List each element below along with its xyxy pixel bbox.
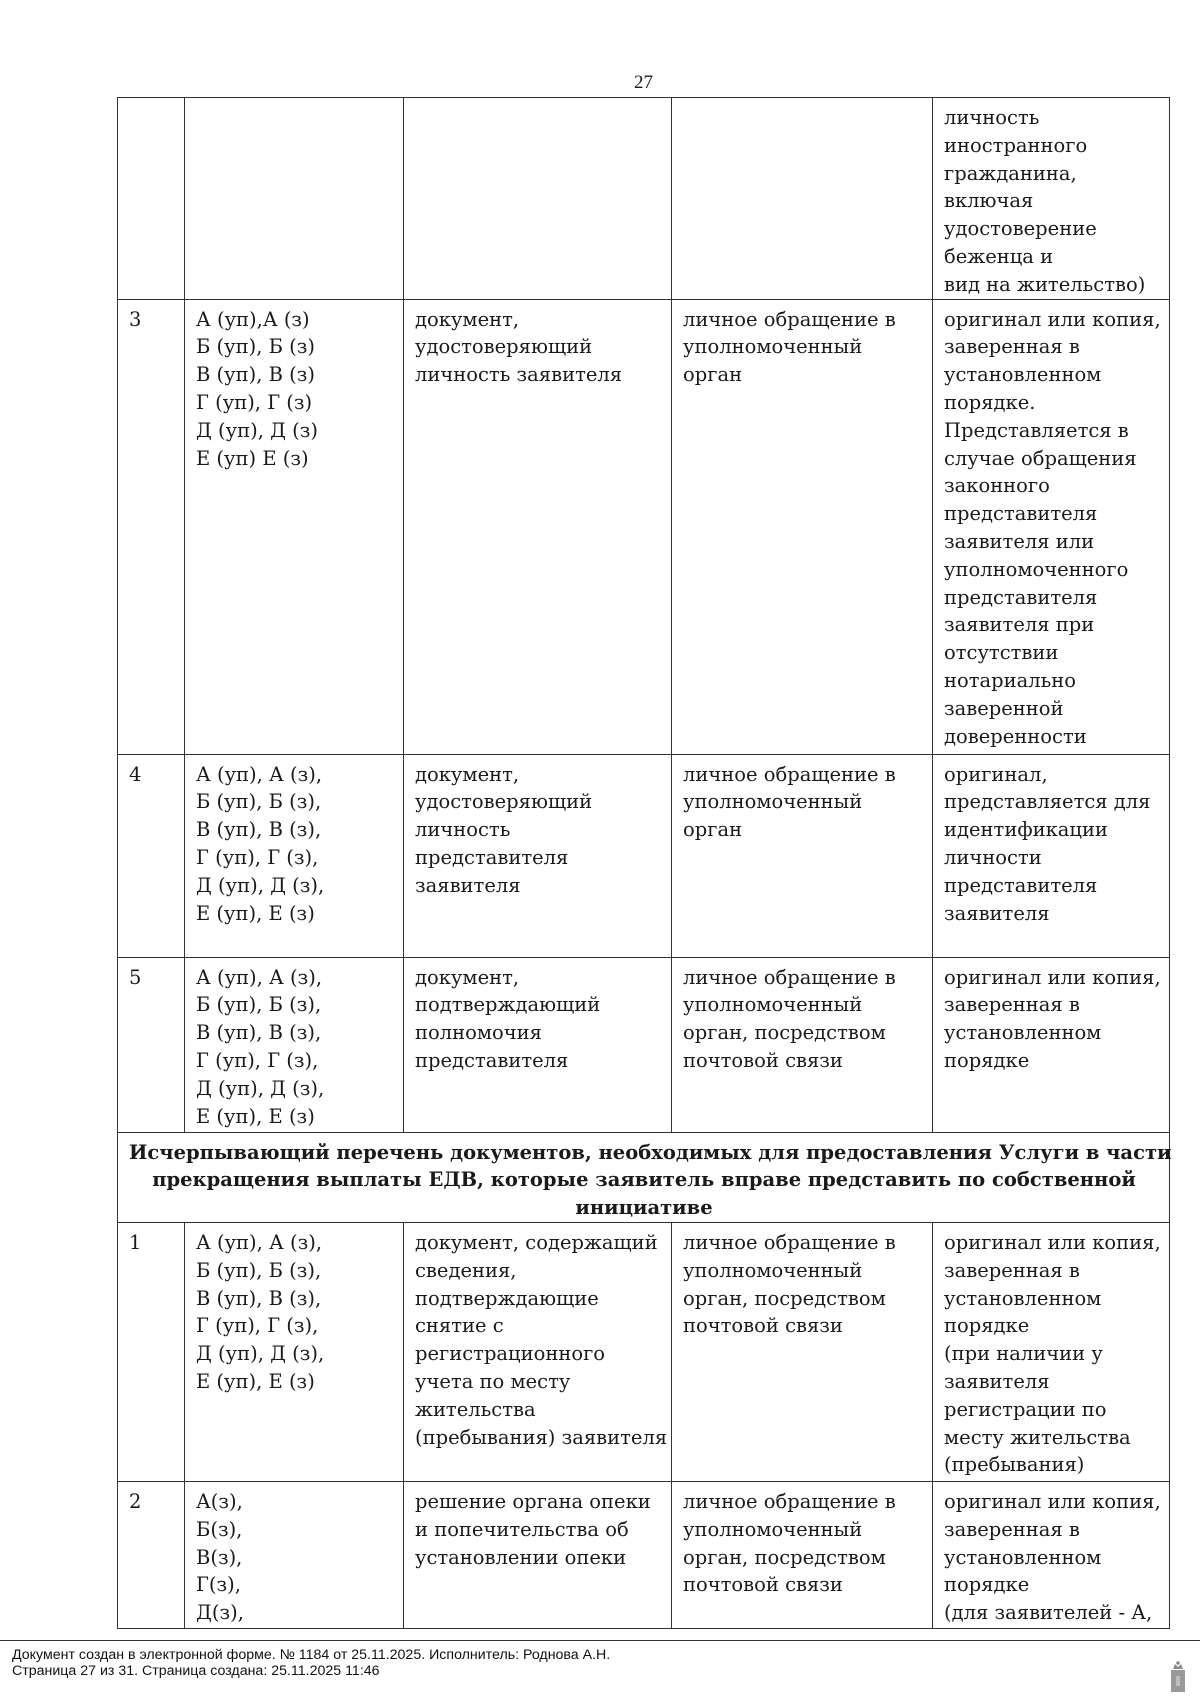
document-form-line: личности (944, 845, 1042, 869)
document-name-line: установлении опеки (415, 1545, 627, 1569)
submission-method-cell (672, 98, 933, 300)
applicant-categories-line: Д(з), (196, 1601, 244, 1625)
submission-method-line: уполномоченный (683, 335, 863, 359)
document-name-line: подтверждающий (415, 993, 601, 1017)
applicant-categories-cell (185, 957, 404, 1132)
section-heading-row (118, 1132, 1170, 1222)
document-name-line: и попечительства об (415, 1517, 629, 1541)
page-number: 27 (634, 72, 653, 93)
submission-method-line: уполномоченный (683, 1517, 863, 1541)
applicant-categories-line: В (уп), В (з), (196, 818, 322, 842)
document-form-line: установленном (944, 1545, 1102, 1569)
applicant-categories-cell (185, 1481, 404, 1628)
document-name-cell (404, 299, 672, 754)
document-name-cell (404, 98, 672, 300)
row-number: 4 (129, 762, 142, 786)
document-form-line: представляется для (944, 790, 1151, 814)
applicant-categories-line: В (уп), В (з) (196, 363, 315, 387)
document-form-cell (933, 1222, 1170, 1481)
row-number: 3 (129, 307, 142, 331)
applicant-categories-line: Г (уп), Г (з), (196, 1314, 319, 1338)
document-form-line: оригинал, (944, 762, 1048, 786)
document-form-line: заявителя (944, 1369, 1050, 1393)
submission-method-line: личное обращение в (683, 762, 896, 786)
applicant-categories-line: Е (уп), Е (з) (196, 1369, 315, 1393)
applicant-categories-line: Б (уп), Б (з), (196, 790, 322, 814)
document-form-line: идентификации (944, 818, 1108, 842)
document-form-cell (933, 98, 1170, 300)
submission-method-line: почтовой связи (683, 1048, 843, 1072)
table-row (118, 98, 1170, 300)
submission-method-line: орган, посредством (683, 1021, 886, 1045)
footer-text (12, 1648, 610, 1679)
document-form-cell (933, 957, 1170, 1132)
applicant-categories-line: В (уп), В (з), (196, 1021, 322, 1045)
document-form-line: установленном (944, 1021, 1102, 1045)
row-number: 5 (129, 965, 142, 989)
section-heading (118, 1132, 1170, 1222)
footer-line-2: Страница 27 из 31. Страница создана: 25.11.2025 11:46 (12, 1662, 380, 1679)
submission-method-line: орган, посредством (683, 1286, 886, 1310)
document-name-line: представителя (415, 1048, 569, 1072)
applicant-categories-line: Г(з), (196, 1573, 241, 1597)
document-form-cell (933, 299, 1170, 754)
document-form-line: случае обращения (944, 446, 1137, 470)
document-form-line: заверенная в (944, 335, 1080, 359)
submission-method-line: почтовой связи (683, 1314, 843, 1338)
table-row (118, 1481, 1170, 1628)
document-name-line: снятие с (415, 1314, 504, 1338)
section-heading-line: инициативе (575, 1196, 713, 1220)
document-form-line: доверенности (944, 724, 1087, 748)
document-form-line: оригинал или копия, (944, 965, 1161, 989)
document-form-line: порядке (944, 1048, 1030, 1072)
coat-of-arms-icon (1168, 1660, 1188, 1694)
document-form-line: порядке (944, 1314, 1030, 1338)
document-name-line: документ, (415, 762, 520, 786)
applicant-categories-line: Д (уп), Д (з) (196, 418, 319, 442)
table-row (118, 957, 1170, 1132)
submission-method-cell (672, 299, 933, 754)
applicant-categories-line: Е (уп), Е (з) (196, 1104, 315, 1128)
document-form-line: Представляется в (944, 418, 1129, 442)
table-body-part1 (118, 98, 1170, 1133)
document-form-line: заверенной (944, 696, 1064, 720)
document-form-line: отсутствии (944, 641, 1059, 665)
document-name-line: документ, (415, 965, 520, 989)
row-number-cell (118, 1222, 185, 1481)
table-row (118, 754, 1170, 957)
applicant-categories-line: Д (уп), Д (з), (196, 873, 325, 897)
document-name-line: учета по месту (415, 1369, 571, 1393)
documents-table (117, 97, 1170, 1629)
document-name-line: удостоверяющий (415, 790, 593, 814)
document-form-line: включая (944, 189, 1034, 213)
applicant-categories-line: Б(з), (196, 1517, 243, 1541)
document-form-line: иностранного (944, 133, 1088, 157)
document-name-line: (пребывания) заявителя (415, 1425, 668, 1449)
submission-method-cell (672, 754, 933, 957)
applicant-categories-line: В (уп), В (з), (196, 1286, 322, 1310)
submission-method-line: почтовой связи (683, 1573, 843, 1597)
document-form-line: удостоверение (944, 217, 1097, 241)
row-number: 1 (129, 1230, 142, 1254)
document-form-line: оригинал или копия, (944, 1489, 1161, 1513)
section-heading-line: прекращения выплаты ЕДВ, которые заявитель вправе представить по собственной (152, 1168, 1136, 1192)
document-name-line: представителя (415, 845, 569, 869)
submission-method-line: орган (683, 818, 743, 842)
section-heading-line: Исчерпывающий перечень документов, необходимых для предоставления Услуги в части (129, 1140, 1172, 1164)
document-name-line: документ, (415, 307, 520, 331)
document-form-line: представителя (944, 873, 1098, 897)
document-form-line: нотариально (944, 668, 1076, 692)
applicant-categories-line: А (уп), А (з), (196, 1230, 323, 1254)
applicant-categories-line: Е (уп) Е (з) (196, 446, 309, 470)
footer-line-1: Документ создан в электронной форме. № 1184 от 25.11.2025. Исполнитель: Роднова А.Н. (12, 1647, 611, 1663)
submission-method-line: уполномоченный (683, 993, 863, 1017)
applicant-categories-line: Б (уп), Б (з), (196, 993, 322, 1017)
applicant-categories-line: Д (уп), Д (з), (196, 1076, 325, 1100)
applicant-categories-line: Б (уп), Б (з), (196, 1258, 322, 1282)
applicant-categories-line: Е (уп), Е (з) (196, 901, 315, 925)
document-form-line: заверенная в (944, 1258, 1080, 1282)
applicant-categories-line: А (уп), А (з), (196, 762, 323, 786)
document-form-line: представителя (944, 585, 1098, 609)
document-form-line: установленном (944, 363, 1102, 387)
document-form-cell (933, 1481, 1170, 1628)
document-name-cell (404, 957, 672, 1132)
applicant-categories-line: А(з), (196, 1489, 243, 1513)
document-name-cell (404, 1481, 672, 1628)
document-name-line: подтверждающие (415, 1286, 599, 1310)
document-form-line: заявителя или (944, 529, 1095, 553)
applicant-categories-line: Б (уп), Б (з) (196, 335, 315, 359)
submission-method-line: личное обращение в (683, 1230, 896, 1254)
document-form-line: порядке. (944, 390, 1036, 414)
submission-method-line: уполномоченный (683, 1258, 863, 1282)
document-form-line: заверенная в (944, 1517, 1080, 1541)
document-form-line: уполномоченного (944, 557, 1129, 581)
document-form-line: представителя (944, 502, 1098, 526)
table-body-part2 (118, 1222, 1170, 1628)
document-name-line: сведения, (415, 1258, 517, 1282)
document-name-line: жительства (415, 1397, 536, 1421)
submission-method-cell (672, 1481, 933, 1628)
footer-divider (0, 1640, 1200, 1641)
document-form-line: заявителя при (944, 613, 1095, 637)
document-form-line: оригинал или копия, (944, 307, 1161, 331)
submission-method-line: орган, посредством (683, 1545, 886, 1569)
document-name-line: удостоверяющий (415, 335, 593, 359)
document-form-line: личность (944, 106, 1040, 129)
applicant-categories-cell (185, 754, 404, 957)
applicant-categories-cell (185, 1222, 404, 1481)
document-form-line: законного (944, 474, 1050, 498)
document-form-line: (пребывания) (944, 1453, 1085, 1477)
document-form-line: гражданина, (944, 161, 1077, 185)
applicant-categories-cell (185, 98, 404, 300)
document-form-line: вид на жительство) (944, 272, 1146, 296)
document-form-line: месту жительства (944, 1425, 1131, 1449)
document-name-line: личность (415, 818, 511, 842)
applicant-categories-line: Г (уп), Г (з) (196, 390, 313, 414)
document-form-line: (для заявителей - А, (944, 1601, 1153, 1625)
row-number-cell (118, 957, 185, 1132)
document-form-cell (933, 754, 1170, 957)
table-row (118, 1222, 1170, 1481)
applicant-categories-line: А (уп),А (з) (196, 307, 310, 331)
document-name-line: заявителя (415, 873, 521, 897)
submission-method-line: уполномоченный (683, 790, 863, 814)
applicant-categories-line: Г (уп), Г (з), (196, 1048, 319, 1072)
document-form-line: порядке (944, 1573, 1030, 1597)
applicant-categories-cell (185, 299, 404, 754)
applicant-categories-line: В(з), (196, 1545, 243, 1569)
document-form-line: беженца и (944, 244, 1054, 268)
submission-method-cell (672, 1222, 933, 1481)
submission-method-line: личное обращение в (683, 1489, 896, 1513)
applicant-categories-line: Г (уп), Г (з), (196, 845, 319, 869)
submission-method-line: личное обращение в (683, 307, 896, 331)
document-form-line: регистрации по (944, 1397, 1107, 1421)
document-name-line: решение органа опеки (415, 1489, 651, 1513)
document-form-line: оригинал или копия, (944, 1230, 1161, 1254)
submission-method-line: орган (683, 363, 743, 387)
document-form-line: заявителя (944, 901, 1050, 925)
document-form-line: заверенная в (944, 993, 1080, 1017)
row-number-cell (118, 98, 185, 300)
row-number: 2 (129, 1489, 142, 1513)
document-name-line: документ, содержащий (415, 1230, 658, 1254)
document-form-line: (при наличии у (944, 1342, 1103, 1366)
table-row (118, 299, 1170, 754)
applicant-categories-line: А (уп), А (з), (196, 965, 323, 989)
document-name-line: регистрационного (415, 1342, 606, 1366)
document-name-cell (404, 754, 672, 957)
row-number-cell (118, 1481, 185, 1628)
submission-method-cell (672, 957, 933, 1132)
submission-method-line: личное обращение в (683, 965, 896, 989)
applicant-categories-line: Д (уп), Д (з), (196, 1342, 325, 1366)
document-name-line: личность заявителя (415, 363, 623, 387)
document-form-line: установленном (944, 1286, 1102, 1310)
row-number-cell (118, 299, 185, 754)
document-name-cell (404, 1222, 672, 1481)
row-number-cell (118, 754, 185, 957)
section-heading-body (118, 1132, 1170, 1222)
document-name-line: полномочия (415, 1021, 542, 1045)
